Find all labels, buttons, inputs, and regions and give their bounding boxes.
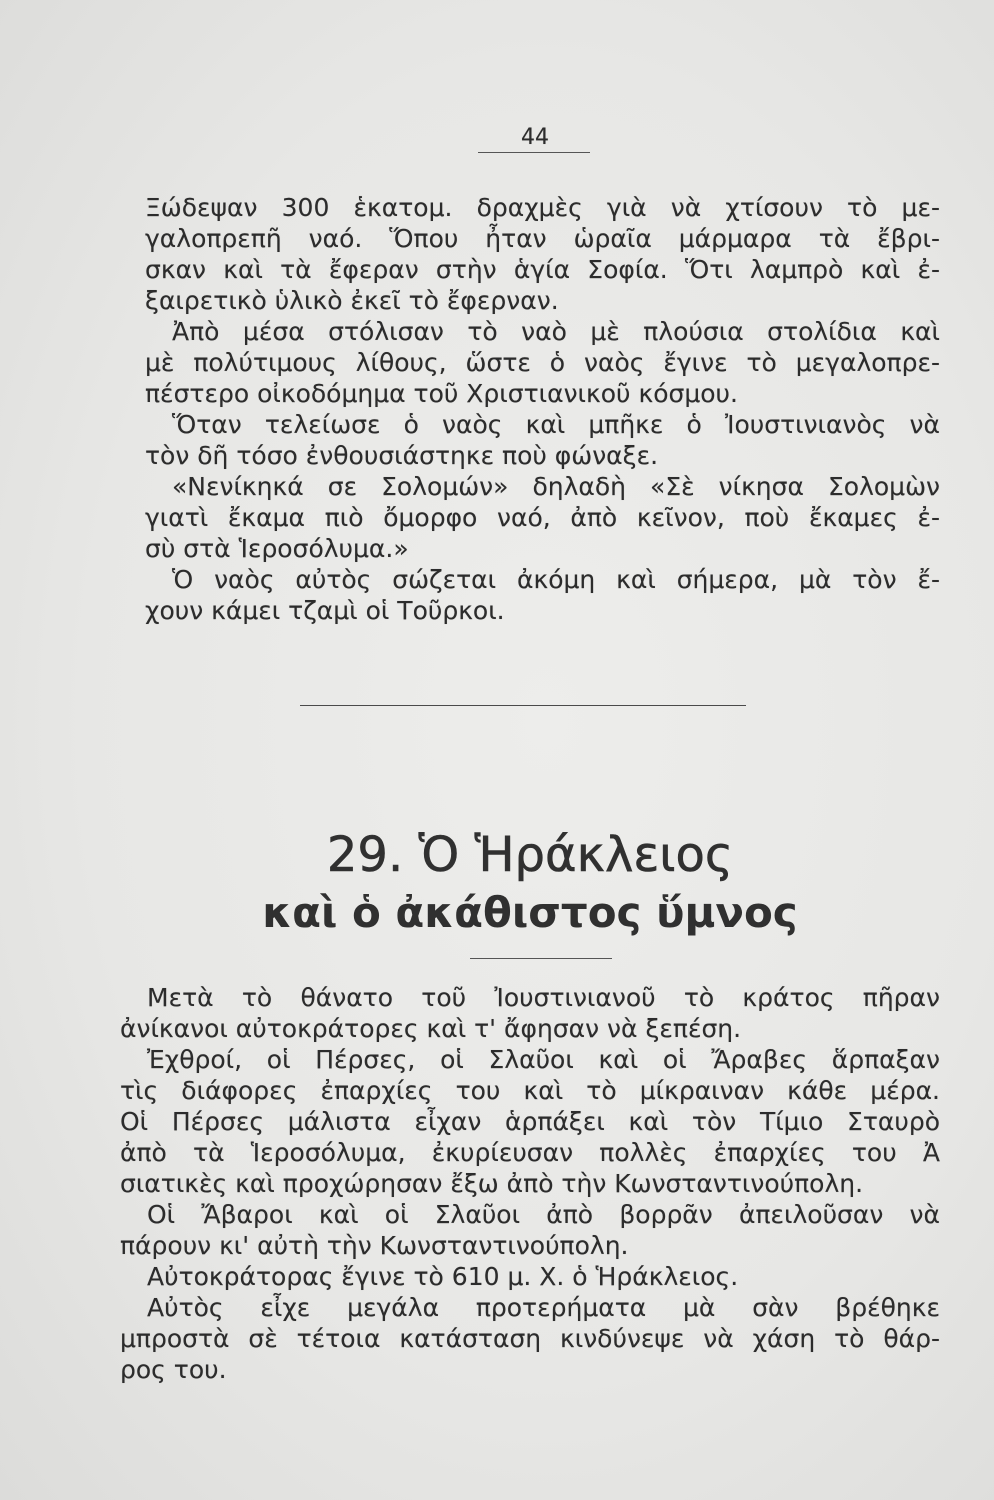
- paragraph: [120, 1199, 940, 1261]
- body-line: μπροστὰ σὲ τέτοια κατάσταση κινδύνεψε νὰ χάση τὸ θάρ-: [120, 1324, 940, 1353]
- body-line: ρος του.: [120, 1355, 227, 1384]
- body-line: Οἱ Ἄβαροι καὶ οἱ Σλαῦοι ἀπὸ βορρᾶν ἀπειλοῦσαν νὰ: [147, 1200, 940, 1229]
- body-line: Οἱ Πέρσες μάλιστα εἶχαν ἁρπάξει καὶ τὸν Τίμιο Σταυρὸ: [120, 1107, 940, 1136]
- body-line: πάρουν κι' αὐτὴ τὴν Κωνσταντινούπολη.: [120, 1231, 629, 1260]
- heading-underline: [470, 958, 612, 959]
- body-line: ἀνίκανοι αὐτοκράτορες καὶ τ' ἄφησαν νὰ ξεπέση.: [120, 1014, 742, 1043]
- chapter-subtitle: καὶ ὁ ἀκάθιστος ὕμνος: [262, 888, 798, 937]
- body-line: Αὐτὸς εἶχε μεγάλα προτερήματα μὰ σὰν βρέθηκε: [147, 1293, 940, 1322]
- text-block-top: [145, 192, 940, 626]
- body-line: σκαν καὶ τὰ ἔφεραν στὴν ἁγία Σοφία. Ὅτι λαμπρὸ καὶ ἐ-: [145, 255, 940, 284]
- body-line: γαλοπρεπῆ ναό. Ὅπου ἦταν ὡραῖα μάρμαρα τὰ ἔβρι-: [145, 224, 940, 253]
- body-line: τὸν δῆ τόσο ἐνθουσιάστηκε ποὺ φώναξε.: [145, 441, 659, 470]
- body-line: ἀπὸ τὰ Ἱεροσόλυμα, ἐκυρίευσαν πολλὲς ἐπαρχίες του Ἀ: [120, 1138, 940, 1167]
- body-line: Ὁ ναὸς αὐτὸς σώζεται ἀκόμη καὶ σήμερα, μὰ τὸν ἔ-: [172, 565, 940, 594]
- paragraph: [120, 1261, 940, 1292]
- page-number: 44: [521, 125, 549, 150]
- paragraph: [145, 316, 940, 409]
- paragraph: [145, 409, 940, 471]
- body-line: Μετὰ τὸ θάνατο τοῦ Ἰουστινιανοῦ τὸ κράτος πῆραν: [147, 983, 940, 1012]
- body-line: Ἀπὸ μέσα στόλισαν τὸ ναὸ μὲ πλούσια στολίδια καὶ: [172, 317, 940, 346]
- paragraph: [120, 1044, 940, 1199]
- body-line: μὲ πολύτιμους λίθους, ὥστε ὁ ναὸς ἔγινε τὸ μεγαλοπρε-: [145, 348, 940, 377]
- body-line: Ξώδεψαν 300 ἑκατομ. δραχμὲς γιὰ νὰ χτίσουν τὸ με-: [145, 193, 940, 222]
- chapter-title: 29. Ὁ Ἡράκλειος: [326, 827, 734, 883]
- body-line: Ἐχθροί, οἱ Πέρσες, οἱ Σλαῦοι καὶ οἱ Ἄραβες ἅρπαξαν: [147, 1045, 940, 1074]
- paragraph: [145, 471, 940, 564]
- paragraph: [145, 564, 940, 626]
- chapter-heading: [120, 826, 940, 942]
- paragraph: [145, 192, 940, 316]
- body-line: «Νενίκηκά σε Σολομών» δηλαδὴ «Σὲ νίκησα Σολομὼν: [172, 472, 940, 501]
- body-line: τὶς διάφορες ἐπαρχίες του καὶ τὸ μίκραιναν κάθε μέρα.: [120, 1076, 940, 1105]
- body-line: σιατικὲς καὶ προχώρησαν ἔξω ἀπὸ τὴν Κωνσταντινούπολη.: [120, 1169, 864, 1198]
- body-line: χουν κάμει τζαμὶ οἱ Τοῦρκοι.: [145, 596, 505, 625]
- text-block-section: [120, 982, 940, 1385]
- paragraph: [120, 982, 940, 1044]
- body-line: Ὅταν τελείωσε ὁ ναὸς καὶ μπῆκε ὁ Ἰουστινιανὸς νὰ: [172, 410, 940, 439]
- section-divider: [300, 705, 746, 706]
- page-number-rule: [478, 152, 590, 153]
- body-line: γιατὶ ἔκαμα πιὸ ὄμορφο ναό, ἀπὸ κεῖνον, ποὺ ἔκαμες ἐ-: [145, 503, 940, 532]
- paragraph: [120, 1292, 940, 1385]
- body-line: πέστερο οἰκοδόμημα τοῦ Χριστιανικοῦ κόσμου.: [145, 379, 738, 408]
- body-line: σὺ στὰ Ἱεροσόλυμα.»: [145, 534, 409, 563]
- body-line: Αὐτοκράτορας ἔγινε τὸ 610 μ. Χ. ὁ Ἡράκλειος.: [147, 1262, 739, 1291]
- body-line: ξαιρετικὸ ὑλικὸ ἐκεῖ τὸ ἔφερναν.: [145, 286, 559, 315]
